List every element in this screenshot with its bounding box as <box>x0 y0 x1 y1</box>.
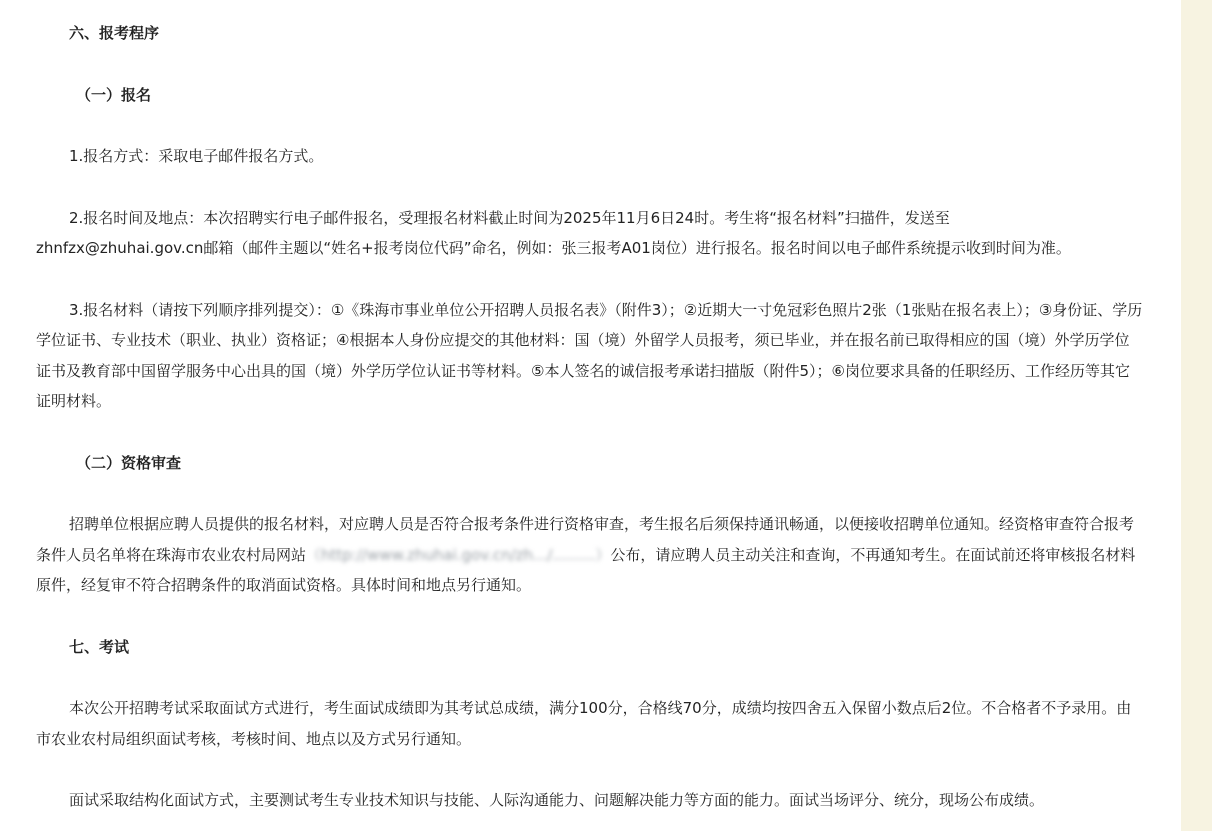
article-body <box>36 18 1144 816</box>
registration-time-line-2: zhnfzx@zhuhai.gov.cn邮箱（邮件主题以“姓名+报考岗位代码”命名，例如：张三报考A01岗位）进行报名。报名时间以电子邮件系统提示收到时间为准。 <box>36 239 1071 257</box>
side-panel <box>1181 0 1212 831</box>
section-title-procedure: 六、报考程序 <box>69 24 160 42</box>
paragraph-registration-method: 1.报名方式：采取电子邮件报名方式。 <box>69 147 324 165</box>
redacted-website-url: （http://www.zhuhai.gov.cn/zh.../.........） <box>306 545 611 564</box>
qualification-text-before-link: 招聘单位根据应聘人员提供的报名材料，对应聘人员是否符合报考条件进行资格审查，考生报名后须保持通讯畅通，以便接收招聘单位通知。经资格审查符合报考条件人员名单将在珠海市农业农村局网站 <box>36 515 1135 564</box>
qualification-text-after-link: 公布，请应聘人员主动关注和查询，不再通知考生。在面试前还将审核报名材料原件，经复审不符合招聘条件的取消面试资格。具体时间和地点另行通知。 <box>36 545 1136 594</box>
paragraph-interview-format: 面试采取结构化面试方式，主要测试考生专业技术知识与技能、人际沟通能力、问题解决能力等方面的能力。面试当场评分、统分，现场公布成绩。 <box>69 791 1045 809</box>
subsection-title-qualification: （二）资格审查 <box>76 453 182 472</box>
paragraph-registration-materials: 3.报名材料（请按下列顺序排列提交）：①《珠海市事业单位公开招聘人员报名表》（附件3）；②近期大一寸免冠彩色照片2张（1张贴在报名表上）；③身份证、学历学位证书、专业技术（职业、执业）资格证；④根据本人身份应提交的其他材料：国（境）外留学人员报考，须已毕业，并在报名前已取得相应的国（境）外学历学位证书及教育部中国留学服务中心出具的国（境）外学历学位认证书等材料。⑤本人签名的诚信报考承诺扫描版（附件5）；⑥岗位要求具备的任职经历、工作经历等其它证明材料。 <box>36 300 1143 410</box>
subsection-title-registration: （一）报名 <box>76 85 152 104</box>
paragraph-exam-method: 本次公开招聘考试采取面试方式进行，考生面试成绩即为其考试总成绩，满分100分，合格线70分，成绩均按四舍五入保留小数点后2位。不合格者不予录用。由市农业农村局组织面试考核，考核时间、地点以及方式另行通知。 <box>36 699 1132 748</box>
section-title-exam: 七、考试 <box>69 637 130 656</box>
paragraph-registration-time <box>36 203 1144 264</box>
paragraph-qualification-review <box>36 509 1144 601</box>
registration-time-line-1: 2.报名时间及地点：本次招聘实行电子邮件报名，受理报名材料截止时间为2025年11月6日24时。考生将“报名材料”扫描件，发送至 <box>69 208 950 227</box>
